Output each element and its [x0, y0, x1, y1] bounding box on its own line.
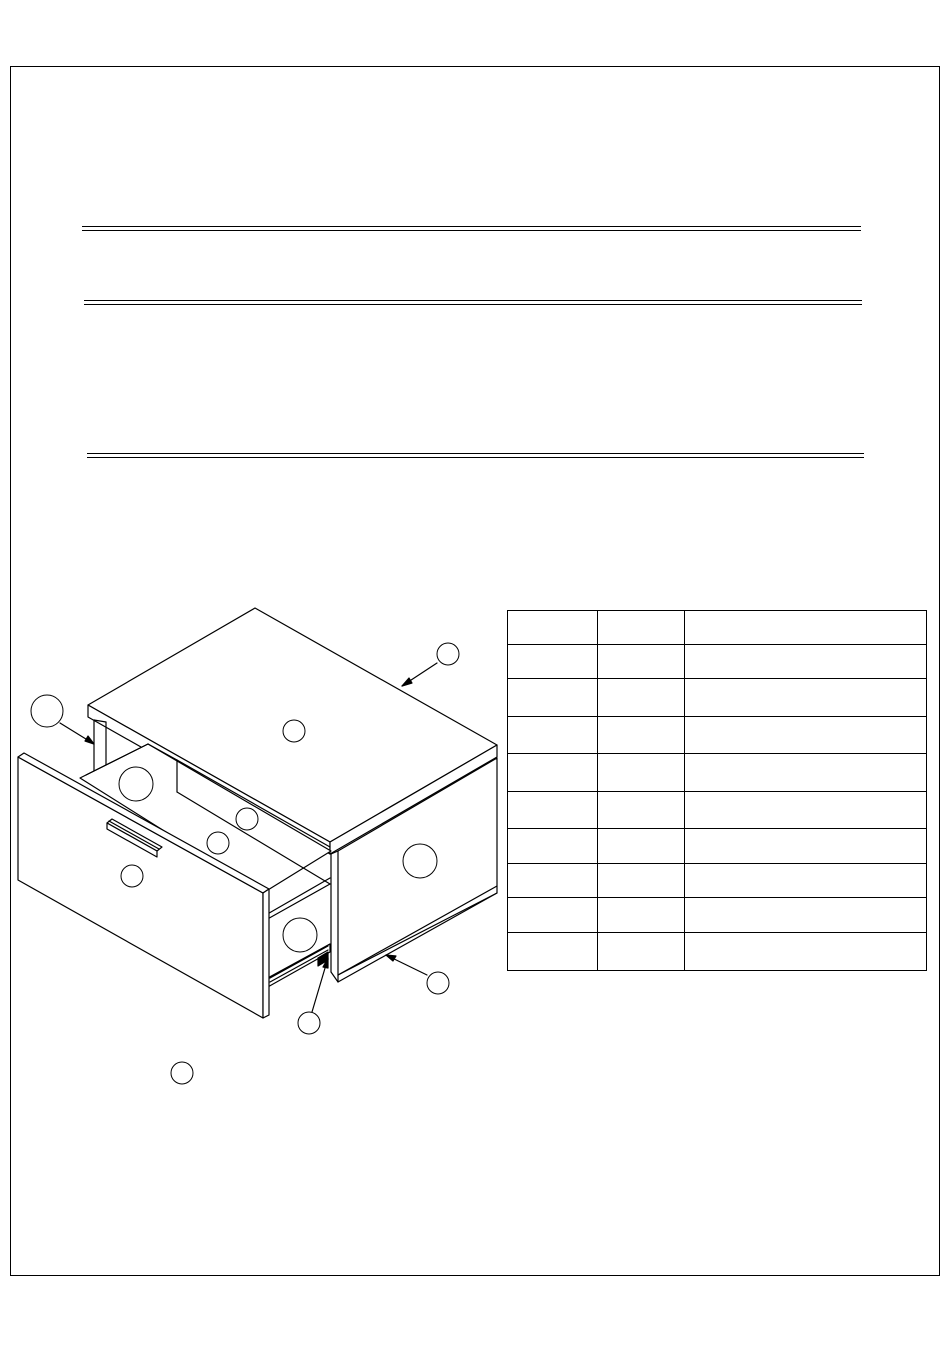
callout-circle [427, 972, 449, 994]
table-row [508, 864, 927, 898]
callout-circle [171, 1062, 193, 1084]
table-cell [685, 864, 927, 898]
callout-circle [207, 832, 229, 854]
table-row [508, 645, 927, 679]
table-cell [685, 898, 927, 933]
table-cell [685, 829, 927, 864]
callout-circle [119, 767, 153, 801]
callout-circle [403, 844, 437, 878]
table-cell [508, 933, 598, 971]
table-row [508, 933, 927, 971]
table-cell [685, 754, 927, 792]
table-row [508, 679, 927, 717]
table-row [508, 898, 927, 933]
table-cell [508, 792, 598, 829]
header-cell-part [508, 611, 598, 645]
table-cell [685, 792, 927, 829]
callout-circle [121, 865, 143, 887]
table-cell [598, 864, 685, 898]
callout-circle [298, 1012, 320, 1034]
table-cell [508, 829, 598, 864]
table-cell [598, 829, 685, 864]
table-cell [508, 679, 598, 717]
table-cell [685, 645, 927, 679]
callout-circle [437, 643, 459, 665]
table-cell [598, 898, 685, 933]
table-cell [508, 645, 598, 679]
table-row [508, 792, 927, 829]
table-row [508, 829, 927, 864]
cabinet-back-post [94, 720, 106, 772]
table-cell [598, 645, 685, 679]
callout-circle [236, 808, 258, 830]
table-cell [508, 717, 598, 754]
table-cell [685, 679, 927, 717]
table-header-row [508, 611, 927, 645]
table-cell [685, 717, 927, 754]
table-cell [598, 933, 685, 971]
table-cell [508, 898, 598, 933]
table-cell [598, 754, 685, 792]
callout-circle [283, 918, 317, 952]
table-cell [598, 679, 685, 717]
header-cell-qty [598, 611, 685, 645]
table-cell [508, 864, 598, 898]
table-cell [598, 717, 685, 754]
table-cell [685, 933, 927, 971]
table-cell [508, 754, 598, 792]
callout-circle [31, 695, 63, 727]
callout-circle [283, 720, 305, 742]
parts-list-table [507, 610, 927, 971]
table-row [508, 754, 927, 792]
table-cell [598, 792, 685, 829]
header-cell-description [685, 611, 927, 645]
table-row [508, 717, 927, 754]
